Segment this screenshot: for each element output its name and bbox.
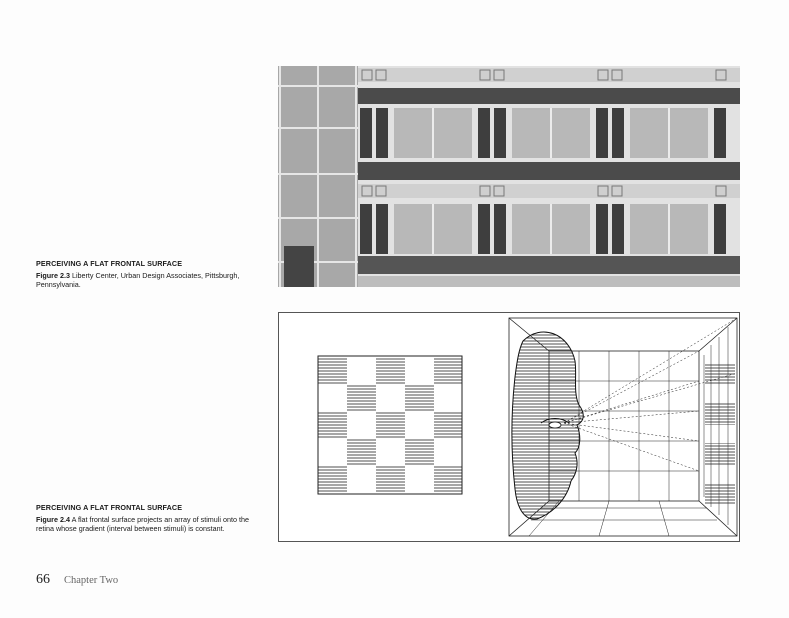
figure-2-4-heading: PERCEIVING A FLAT FRONTAL SURFACE bbox=[36, 503, 183, 512]
figure-2-3-text: Liberty Center, Urban Design Associates, Pittsburgh, Pennsylvania. bbox=[36, 270, 240, 290]
figure-2-4-label: Figure 2.4 bbox=[36, 514, 70, 524]
figure-2-4-caption bbox=[36, 503, 266, 534]
page-footer bbox=[36, 570, 118, 588]
building-facade-photo bbox=[278, 66, 740, 287]
figure-2-3-heading: PERCEIVING A FLAT FRONTAL SURFACE bbox=[36, 259, 183, 268]
figure-2-3-caption bbox=[36, 259, 266, 290]
figure-2-4-text: A flat frontal surface projects an array of stimuli onto the retina whose gradient (interval between stimuli) is constant. bbox=[36, 514, 249, 534]
checkerboard-surface bbox=[318, 356, 462, 494]
chapter-title: Chapter Two bbox=[64, 575, 119, 586]
gradient-diagram-frame bbox=[278, 312, 740, 542]
face-contour bbox=[512, 332, 583, 519]
figure-2-3-label: Figure 2.3 bbox=[36, 270, 70, 280]
page-number: 66 bbox=[36, 572, 50, 587]
facade-illustration bbox=[278, 66, 740, 287]
gradient-diagram bbox=[279, 313, 739, 541]
